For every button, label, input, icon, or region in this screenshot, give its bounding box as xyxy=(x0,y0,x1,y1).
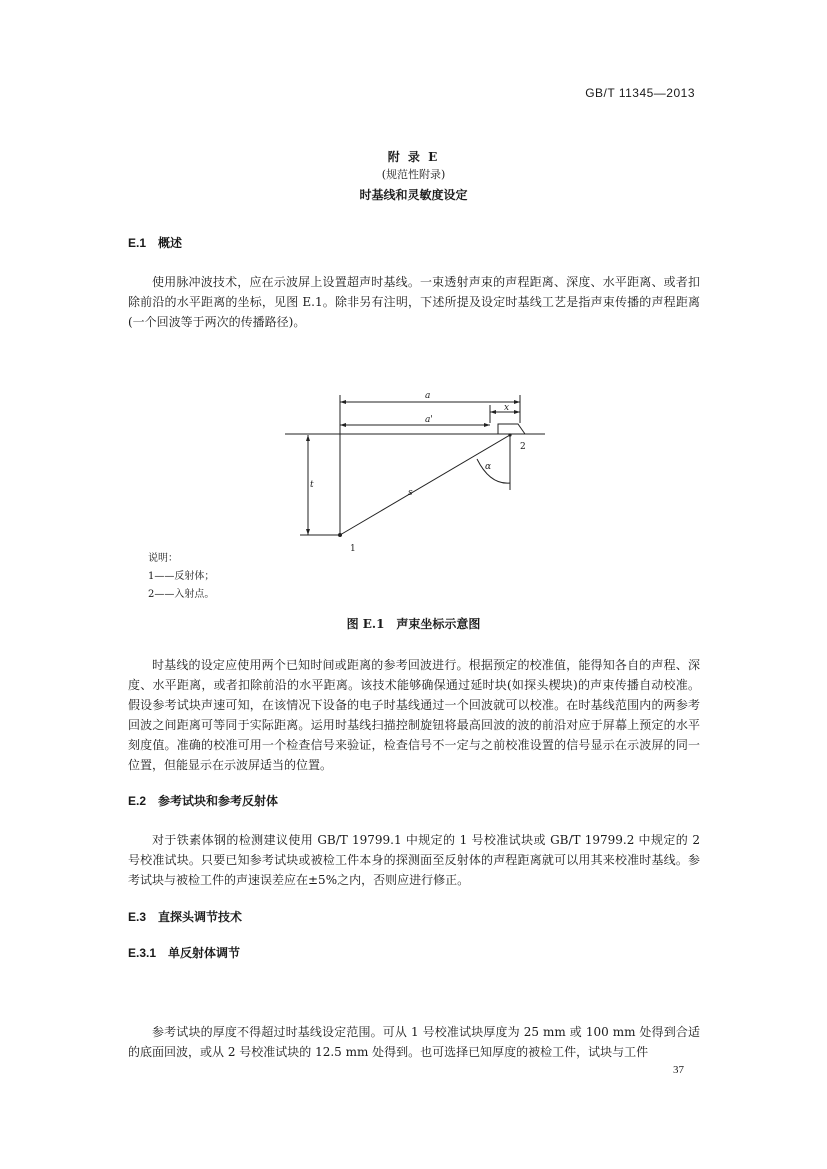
section-number: E.2 xyxy=(128,794,147,808)
figure-legend xyxy=(148,550,214,604)
legend-title: 说明： xyxy=(148,553,178,564)
paragraph-e2: 对于铁素体钢的检测建议使用 GB/T 19799.1 中规定的 1 号校准试块或 GB/T 19799.2 中规定的 2 号校准试块。只要已知参考试块或被检工件本身的探测面至反射体的声程距离就可以用其来校准时基线。参考试块与被检工件的声速误差应在±5%之内，否则应进行修正。 xyxy=(128,833,700,887)
section-title: 单反射体调节 xyxy=(168,946,241,960)
label-a-prime: a' xyxy=(425,415,433,425)
section-heading-e2 xyxy=(128,792,278,809)
figure-caption: 图 E.1 声束坐标示意图 xyxy=(346,617,481,631)
section-heading-e1 xyxy=(128,234,182,251)
annex-title: 附 录 E xyxy=(387,150,440,164)
section-number: E.1 xyxy=(128,236,147,250)
section-title: 直探头调节技术 xyxy=(158,910,243,924)
label-s: s xyxy=(408,488,413,498)
paragraph-e1-2: 时基线的设定应使用两个已知时间或距离的参考回波进行。根据预定的校准值，能得知各自的声程、深度、水平距离，或者扣除前沿的水平距离。该技术能够确保通过延时块(如探头楔块)的声束传播自动校准。假设参考试块声速可知，在该情况下设备的电子时基线通过一个回波就可以校准。在时基线范围内的两参考回波之间距离可等同于实际距离。运用时基线扫描控制旋钮将最高回波的波的前沿对应于屏幕上预定的水平刻度值。准确的校准可用一个检查信号来验证，检查信号不一定与之前校准设置的信号显示在示波屏的同一位置，但能显示在示波屏适当的位置。 xyxy=(128,658,700,772)
section-title: 概述 xyxy=(158,236,183,250)
section-title: 参考试块和参考反射体 xyxy=(158,794,279,808)
legend-item: 2——入射点。 xyxy=(148,589,215,600)
section-heading-e3 xyxy=(128,908,242,925)
legend-item: 1——反射体； xyxy=(148,571,215,582)
page-number: 37 xyxy=(673,1064,684,1076)
standard-code: GB/T 11345—2013 xyxy=(585,86,695,100)
section-heading-e3-1 xyxy=(128,944,240,961)
annex-type: (规范性附录) xyxy=(381,168,446,181)
label-point-2: 2 xyxy=(520,442,526,452)
section-number: E.3.1 xyxy=(128,946,157,960)
label-a: a xyxy=(425,391,431,401)
label-point-1: 1 xyxy=(350,544,356,554)
label-t: t xyxy=(310,480,314,490)
beam-coordinate-figure xyxy=(280,385,550,565)
label-alpha: α xyxy=(485,462,492,472)
annex-subject: 时基线和灵敏度设定 xyxy=(359,188,468,202)
paragraph-e1: 使用脉冲波技术，应在示波屏上设置超声时基线。一束透射声束的声程距离、深度、水平距离、或者扣除前沿的水平距离的坐标，见图 E.1。除非另有注明，下述所提及设定时基线工艺是指声束传播的声程距离(一个回波等于两次的传播路径)。 xyxy=(128,275,700,329)
section-number: E.3 xyxy=(128,910,147,924)
label-x: x xyxy=(504,403,510,413)
paragraph-e3-1: 参考试块的厚度不得超过时基线设定范围。可从 1 号校准试块厚度为 25 mm 或 100 mm 处得到合适的底面回波，或从 2 号校准试块的 12.5 mm 处得到。也可选择已知厚度的被检工件，试块与工件 xyxy=(128,1025,700,1059)
